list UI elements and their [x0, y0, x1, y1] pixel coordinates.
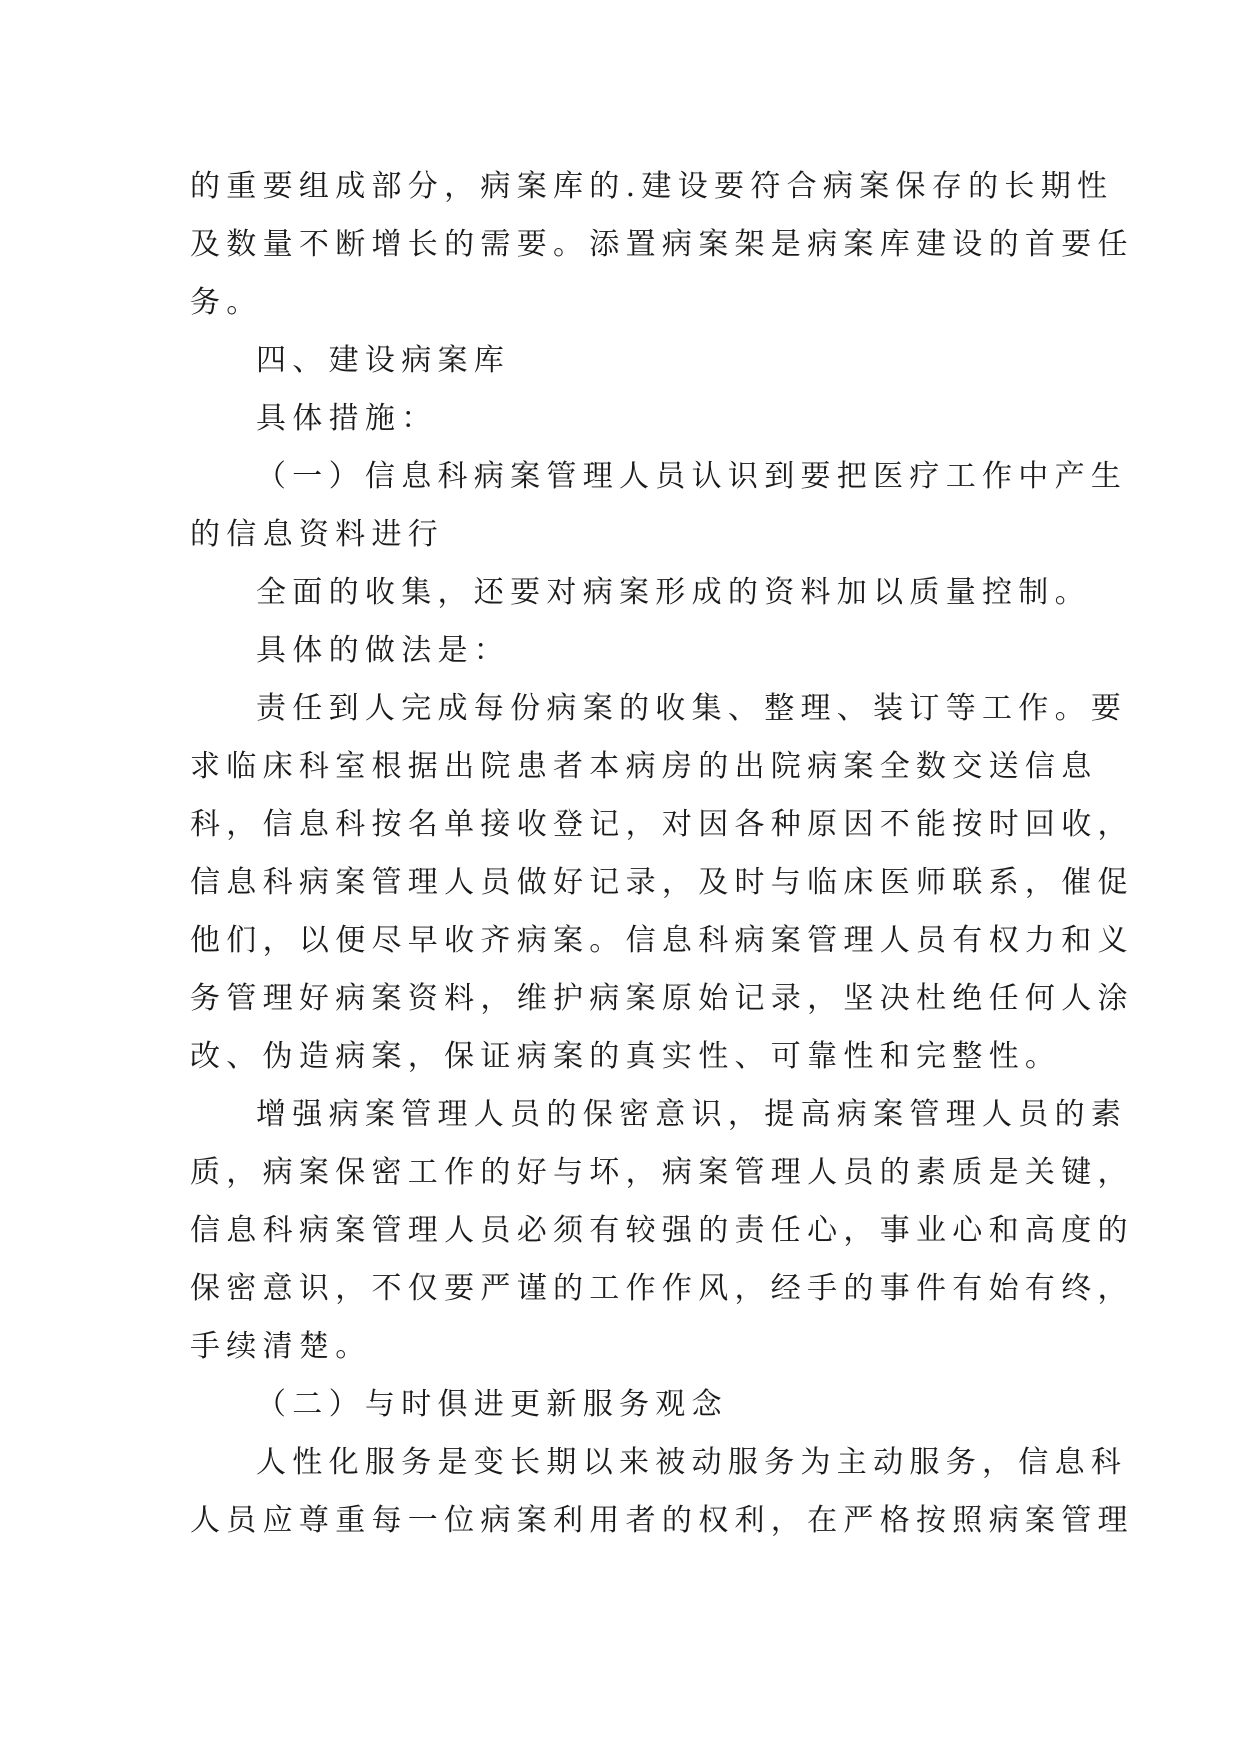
document-body [190, 158, 1134, 1550]
text-line: 的重要组成部分，病案库的.建设要符合病案保存的长期性 [190, 169, 1114, 204]
text-line: （一）信息科病案管理人员认识到要把医疗工作中产生 [256, 459, 1128, 494]
text-line: 的信息资料进行 [190, 517, 445, 552]
paragraph [190, 1086, 1134, 1376]
text-line: 保密意识，不仅要严谨的工作作风，经手的事件有始有终， [190, 1271, 1134, 1306]
paragraph [190, 622, 1070, 680]
text-line: 手续清楚。 [190, 1329, 372, 1364]
text-line: 信息科病案管理人员必须有较强的责任心，事业心和高度的 [190, 1213, 1134, 1248]
text-line: 人员应尊重每一位病案利用者的权利，在严格按照病案管理 [190, 1503, 1134, 1538]
text-line: 人性化服务是变长期以来被动服务为主动服务，信息科 [256, 1445, 1128, 1480]
paragraph [190, 564, 1091, 622]
paragraph [190, 332, 1070, 390]
text-line: 增强病案管理人员的保密意识，提高病案管理人员的素 [256, 1097, 1128, 1132]
text-line: （二）与时俱进更新服务观念 [256, 1387, 728, 1422]
text-line: 责任到人完成每份病案的收集、整理、装订等工作。要 [256, 691, 1128, 726]
text-line: 务。 [190, 285, 263, 320]
paragraph [190, 390, 1070, 448]
text-line: 改、伪造病案，保证病案的真实性、可靠性和完整性。 [190, 1039, 1062, 1074]
text-line: 质，病案保密工作的好与坏，病案管理人员的素质是关键， [190, 1155, 1134, 1190]
paragraph [190, 680, 1134, 1086]
text-line: 及数量不断增长的需要。添置病案架是病案库建设的首要任 [190, 227, 1134, 262]
text-line: 务管理好病案资料，维护病案原始记录，坚决杜绝任何人涂 [190, 981, 1134, 1016]
text-line: 科，信息科按名单接收登记，对因各种原因不能按时回收， [190, 807, 1134, 842]
text-line: 具体措施： [256, 401, 438, 436]
paragraph [190, 448, 1128, 564]
text-line: 他们，以便尽早收齐病案。信息科病案管理人员有权力和义 [190, 923, 1134, 958]
paragraph [190, 1376, 1070, 1434]
text-line: 信息科病案管理人员做好记录，及时与临床医师联系，催促 [190, 865, 1134, 900]
text-line: 全面的收集，还要对病案形成的资料加以质量控制。 [256, 575, 1091, 610]
text-line: 具体的做法是： [256, 633, 511, 668]
text-line: 四、建设病案库 [256, 343, 511, 378]
paragraph [190, 1434, 1134, 1550]
paragraph [190, 158, 1134, 332]
text-line: 求临床科室根据出院患者本病房的出院病案全数交送信息 [190, 749, 1098, 784]
